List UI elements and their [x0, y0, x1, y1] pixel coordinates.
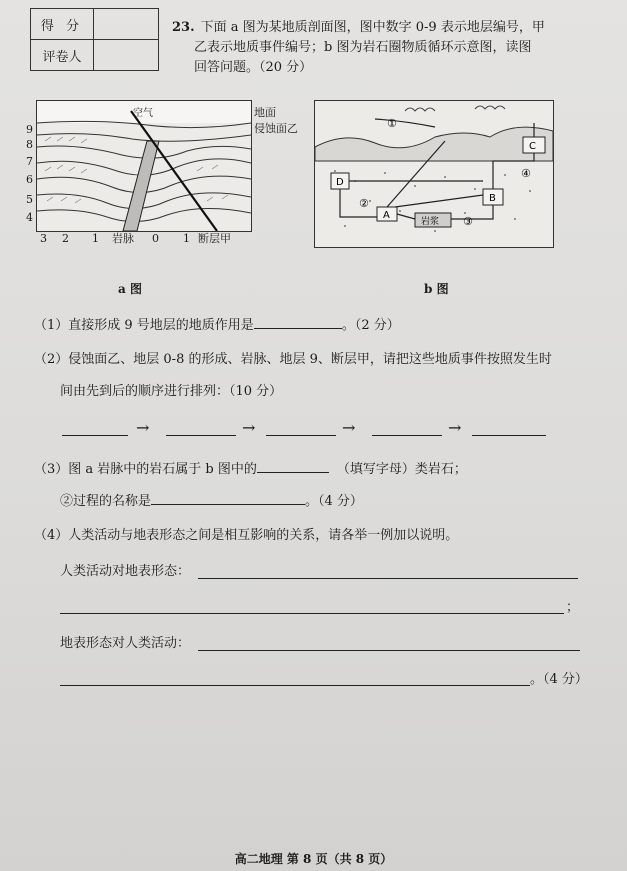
q2-line2: 间由先到后的顺序进行排列：（10 分） [60, 384, 283, 399]
process-2-label: ② [359, 197, 369, 210]
q2-blank-4[interactable] [372, 434, 442, 436]
question-text-line1: 下面 a 图为某地质剖面图，图中数字 0-9 表示地层编号，甲 [200, 20, 545, 35]
q2-blank-5[interactable] [472, 434, 546, 436]
q1-line [34, 314, 400, 336]
q2-blank-3[interactable] [266, 434, 336, 436]
q3-text-pre: （3）图 a 岩脉中的岩石属于 b 图中的 [34, 462, 257, 477]
q2-blank-1[interactable] [62, 434, 128, 436]
q1-tail: 。（2 分） [341, 318, 400, 333]
stratum-8-label: 8 [26, 138, 33, 151]
question-text-line2: 乙表示地质事件编号；b 图为岩石圈物质循环示意图，读图 [194, 40, 532, 55]
q4-land-on-human-blank-2[interactable] [60, 684, 530, 686]
figure-a-svg [37, 101, 251, 231]
process-3-label: ③ [463, 215, 473, 228]
box-a-label: A [383, 210, 390, 221]
process-4-label: ④ [521, 167, 531, 180]
stratum-9-label: 9 [26, 123, 33, 136]
q4-human-on-land-label: 人类活动对地表形态： [60, 564, 191, 579]
q4-land-on-human-blank-1[interactable] [198, 649, 580, 651]
dike-label: 岩脉 [112, 232, 134, 245]
box-b-label: B [489, 193, 496, 204]
q3-line1 [34, 458, 467, 480]
q2-blank-2[interactable] [166, 434, 236, 436]
grader-cell[interactable] [94, 40, 159, 71]
q4-line1: （4）人类活动与地表形态之间是相互影响的关系，请各举一例加以说明。 [34, 528, 459, 543]
q2-arrow-3: → [342, 418, 356, 437]
figure-b-caption: b 图 [424, 282, 449, 296]
question-text-line3: 回答问题。（20 分） [194, 60, 313, 75]
q4-tail: 。（4 分） [530, 672, 588, 687]
q3-answer-blank-1[interactable] [257, 458, 329, 473]
erosion-surface-label: 侵蚀面乙 [254, 122, 298, 135]
q3-answer-blank-2[interactable] [151, 490, 305, 505]
q4-human-on-land-blank-2[interactable] [60, 612, 564, 614]
figure-b [314, 100, 554, 248]
q4-semicolon: ； [566, 600, 580, 615]
q2-arrow-2: → [242, 418, 256, 437]
box-c-label: C [529, 141, 536, 152]
stratum-7-label: 7 [26, 155, 33, 168]
score-label: 得 分 [31, 9, 94, 40]
figure-a [36, 100, 252, 232]
stratum-4-label: 4 [26, 211, 33, 224]
stratum-5-label: 5 [26, 193, 33, 206]
stratum-3-label: 3 [40, 232, 47, 245]
q3-line2 [60, 490, 363, 512]
score-table [30, 8, 159, 71]
grader-label: 评卷人 [31, 40, 94, 71]
surface-label: 地面 [254, 106, 276, 119]
air-label: 空气 [133, 108, 153, 119]
q4-human-on-land-blank-1[interactable] [198, 577, 578, 579]
stratum-6-label: 6 [26, 173, 33, 186]
question-header [172, 18, 592, 78]
q3-tail: 。（4 分） [305, 494, 363, 509]
q4-land-on-human-label: 地表形态对人类活动： [60, 636, 191, 651]
q1-answer-blank[interactable] [254, 314, 342, 329]
stratum-1-right-label: 1 [183, 232, 190, 245]
q1-text: （1）直接形成 9 号地层的地质作用是 [34, 318, 254, 333]
box-d-label: D [336, 177, 344, 188]
q3-process-text: ②过程的名称是 [60, 494, 152, 509]
figure-a-caption: a 图 [118, 282, 142, 296]
question-number: 23. [172, 20, 195, 35]
stratum-0-label: 0 [152, 232, 159, 245]
magma-label: 岩浆 [421, 217, 440, 227]
q2-arrow-1: → [136, 418, 150, 437]
page-footer: 高二地理 第 8 页（共 8 页） [234, 852, 393, 866]
stratum-2-label: 2 [62, 232, 69, 245]
stratum-1-label: 1 [92, 232, 99, 245]
score-cell[interactable] [94, 9, 159, 40]
q2-line1: （2）侵蚀面乙、地层 0-8 的形成、岩脉、地层 9、断层甲，请把这些地质事件按照发生时 [34, 352, 552, 367]
process-1-label: ① [387, 117, 397, 130]
q2-arrow-4: → [448, 418, 462, 437]
fault-label: 断层甲 [198, 232, 231, 245]
figure-b-svg [315, 101, 553, 247]
q3-text-post: （填写字母）类岩石； [336, 462, 467, 477]
